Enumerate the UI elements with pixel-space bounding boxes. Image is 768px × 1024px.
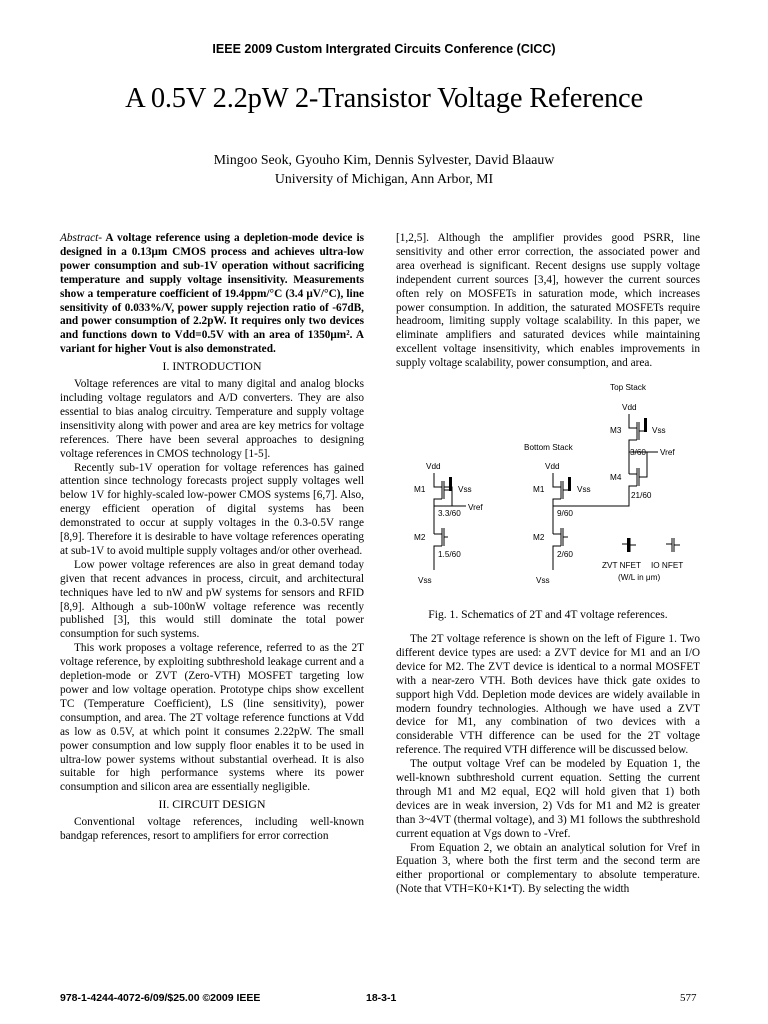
paper-title: A 0.5V 2.2pW 2-Transistor Voltage Reference xyxy=(125,83,643,114)
design-paragraph: Conventional voltage references, including well-known bandgap references, resort to amplifiers for error correction xyxy=(60,816,364,843)
width-m3: 3/60 xyxy=(630,448,646,458)
page-number: 577 xyxy=(680,992,697,1004)
label-m2-2t: M2 xyxy=(414,533,426,543)
conference-header: IEEE 2009 Custom Intergrated Circuits Conference (CICC) xyxy=(212,42,556,56)
label-vdd-2t: Vdd xyxy=(426,462,441,472)
right-column xyxy=(396,232,700,897)
label-vss-m1-4t: Vss xyxy=(577,485,591,495)
label-vdd-4t: Vdd xyxy=(545,462,560,472)
body-paragraph: [1,2,5]. Although the amplifier provides good PSRR, line sensitivity and other error correction, the associated power and area overhead is significant. Recent designs use supply voltage independent current sources [3,4], however the current sources often rely on MOSFETs in saturation mode, which increases power consumption. In addition, the saturated MOSFETs require headroom, limiting supply voltage scalability. In this paper, we eliminate amplifiers and saturated devices while maintaining excellent voltage insensitivity, which enables improvements in supply voltage scalability, power consumption, and area. xyxy=(396,232,700,370)
footer-isbn: 978-1-4244-4072-6/09/$25.00 ©2009 IEEE xyxy=(60,992,261,1004)
label-m4: M4 xyxy=(610,473,622,483)
footer-session: 18-3-1 xyxy=(366,992,397,1004)
body-paragraph: From Equation 2, we obtain an analytical solution for Vref in Equation 3, where both the first term and the second term are either proportional or complementary to absolute temperature. (Note that VTH=K0+K1•T). By selecting the width xyxy=(396,841,700,896)
label-vss-4t: Vss xyxy=(536,576,550,586)
width-m2-2t: 1.5/60 xyxy=(438,550,461,560)
width-m1-2t: 3.3/60 xyxy=(438,509,461,519)
zvt-marker-4t-bottom xyxy=(568,477,571,491)
intro-paragraph: This work proposes a voltage reference, referred to as the 2T voltage reference, by exploiting subthreshold leakage current and a depletion-mode or ZVT (Zero-VTH) MOSFET targeting low power and low voltage operation. Prototype chips show excellent TC (Temperature Coefficient), LS (line sensitivity), power consumption, and area. The 2T voltage reference functions at Vdd as low as 0.5V, at which point it consumes 2.22pW. The small power consumption and low supply floor enables it to be used in ultra-low power systems without substantial overhead. It is also suitable for high performance systems where its power consumption and silicon area are essentially negligible. xyxy=(60,642,364,794)
intro-heading: I. INTRODUCTION xyxy=(162,359,262,374)
label-vdd-top: Vdd xyxy=(622,403,637,413)
label-vref-2t: Vref xyxy=(468,503,483,513)
zvt-nfet-fill xyxy=(627,538,630,552)
label-vss-2t: Vss xyxy=(418,576,432,586)
abstract-body: A voltage reference using a depletion-mode device is designed in a 0.13μm CMOS process and achieves ultra-low power consumption and sub-1V operation without sacrificing temperature and supply voltage insensitivity. Measurements show a temperature coefficient of 19.4ppm/°C (3.4 μV/°C), line sensitivity of 0.033%/V, power supply rejection ratio of -67dB, and power consumption of 2.2pW. It requires only two devices and functions down to Vdd=0.5V with an area of 1350μm². A variant for higher Vout is also demonstrated. xyxy=(60,232,364,356)
label-m2-4t: M2 xyxy=(533,533,545,543)
figure-schematic xyxy=(396,376,700,604)
label-m1-4t: M1 xyxy=(533,485,545,495)
zvt-marker-top xyxy=(644,418,647,432)
legend-units: (W/L in μm) xyxy=(618,573,661,583)
intro-paragraph: Low power voltage references are also in great demand today given that recent advances in process, circuit, and architectural techniques have led to nW and pW systems for sensors and RFID [8,9]. Although a sub-100nW voltage reference was recently published [3], this would still dominate the total power consumption for such systems. xyxy=(60,558,364,641)
label-vss-m3: Vss xyxy=(652,426,666,436)
intro-paragraph: Recently sub-1V operation for voltage references has gained attention since technology forecasts project supply voltages well below 1V for highly-scaled low-power CMOS systems [6,7]. Also, energy efficient operation of digital systems has been demonstrated to occur at supply voltages in the 0.3-0.5V range [8,9]. Therefore it is desirable to have voltage references operating at sub-1V to avoid multiple supply voltages and/or other overhead. xyxy=(60,461,364,557)
affiliation: University of Michigan, Ann Arbor, MI xyxy=(274,171,494,186)
abstract xyxy=(60,232,364,357)
intro-paragraph: Voltage references are vital to many digital and analog blocks including voltage regulators and A/D converters. They are also essential to bias analog circuitry. Temperature and supply voltage insensitivity along with power and area are key metrics for voltage references. There have been several approaches to designing voltage references in CMOS technology [1-5]. xyxy=(60,378,364,460)
label-m1-2t: M1 xyxy=(414,485,426,495)
schematic-svg xyxy=(396,376,700,604)
width-m1-4t: 9/60 xyxy=(557,509,573,519)
zvt-marker-2t xyxy=(449,477,452,491)
legend-io: IO NFET xyxy=(651,561,684,571)
abstract-label: Abstract- xyxy=(60,232,103,244)
body-paragraph: The 2T voltage reference is shown on the left of Figure 1. Two different device types are used: a ZVT device for M1 and an I/O device for M2. The ZVT device is identical to a normal MOSFET with a near-zero VTH. Both devices have thick gate oxides to support high Vdd. Depletion mode devices are widely available in modern foundry technologies. Although we have used a ZVT device for M1, any combination of two devices with a considerable VTH difference can be used for the 2T voltage reference. The required VTH difference will be discussed below. xyxy=(396,632,700,757)
legend-zvt: ZVT NFET xyxy=(602,561,641,571)
label-top-stack: Top Stack xyxy=(610,383,646,393)
author-block xyxy=(0,150,768,188)
width-m4: 21/60 xyxy=(631,491,652,501)
label-vref-4t: Vref xyxy=(660,448,675,458)
left-column xyxy=(60,232,364,844)
label-vss-m1-2t: Vss xyxy=(458,485,472,495)
width-m2-4t: 2/60 xyxy=(557,550,573,560)
body-paragraph: The output voltage Vref can be modeled by Equation 1, the well-known subthreshold current equation. Setting the current through M1 and M2 equal, EQ2 will hold given that 1) both devices are in weak inversion, 2) Vds for M1 and M2 is greater than 3~4VT (thermal voltage), and 3) M1 follows the subthreshold current equation at Vgs down to -Vref. xyxy=(396,758,700,840)
io-nfet-symbol xyxy=(666,538,680,552)
label-bottom-stack: Bottom Stack xyxy=(524,443,573,453)
design-heading: II. CIRCUIT DESIGN xyxy=(158,797,266,812)
authors: Mingoo Seok, Gyouho Kim, Dennis Sylvester, David Blaauw xyxy=(213,152,555,167)
label-m3: M3 xyxy=(610,426,622,436)
figure-caption: Fig. 1. Schematics of 2T and 4T voltage references. xyxy=(428,608,668,622)
